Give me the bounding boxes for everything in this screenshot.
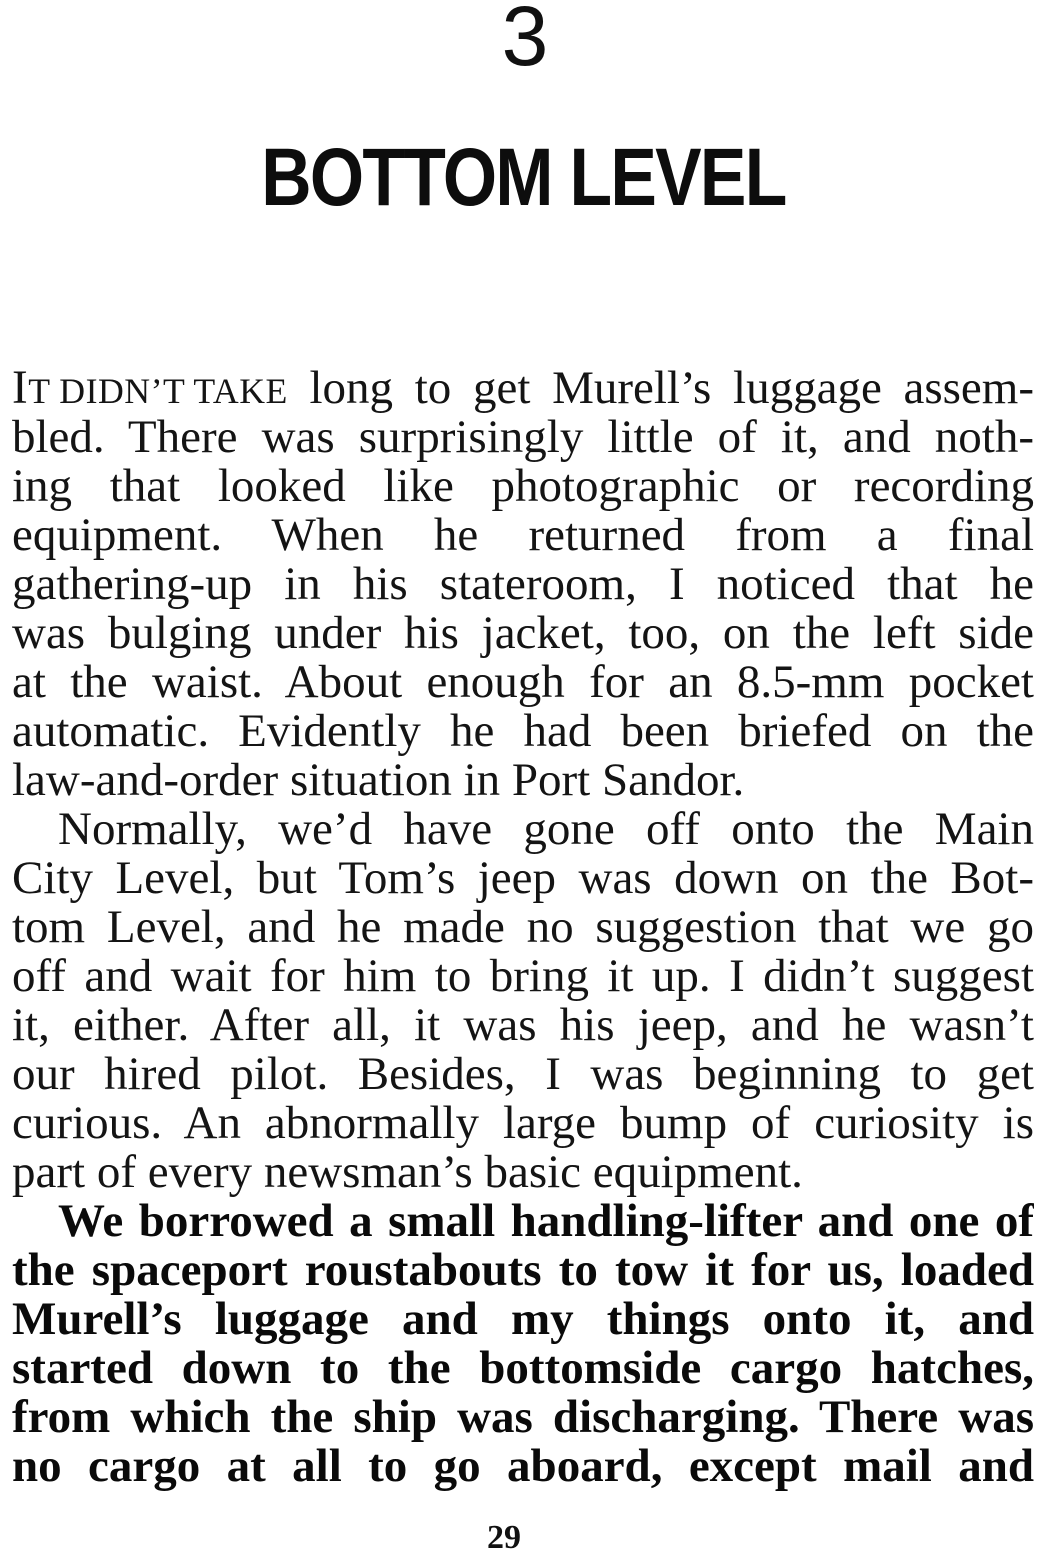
text-line: gathering-up in his stateroom, I noticed that he <box>12 560 1034 609</box>
text-line: it, either. After all, it was his jeep, and he wasn’t <box>12 1001 1034 1050</box>
text-line: curious. An abnormally large bump of curiosity is <box>12 1099 1034 1148</box>
text-line: at the waist. About enough for an 8.5-mm pocket <box>12 658 1034 707</box>
page-number: 29 <box>487 1519 521 1556</box>
text-line: law-and-order situation in Port Sandor. <box>12 756 745 805</box>
text-line: tom Level, and he made no suggestion that we go <box>12 903 1034 952</box>
text-line: was bulging under his jacket, too, on the left side <box>12 609 1034 658</box>
text-line: City Level, but Tom’s jeep was down on the Bot- <box>12 854 1034 903</box>
text-line <box>12 364 1034 413</box>
text-line: ing that looked like photographic or recording <box>12 462 1034 511</box>
text-line: automatic. Evidently he had been briefed on the <box>12 707 1034 756</box>
body-text <box>12 364 1034 1491</box>
small-caps-lead: IT DIDN’T TAKE <box>12 364 288 413</box>
text-line: equipment. When he returned from a final <box>12 511 1034 560</box>
text-line: our hired pilot. Besides, I was beginning to get <box>12 1050 1034 1099</box>
text-line: part of every newsman’s basic equipment. <box>12 1148 803 1197</box>
paragraph <box>12 805 1034 1197</box>
text-line: We borrowed a small handling-lifter and one of <box>58 1197 1034 1246</box>
text-line: no cargo at all to go aboard, except mail and <box>12 1442 1034 1491</box>
text-line: the spaceport roustabouts to tow it for us, loaded <box>12 1246 1034 1295</box>
chapter-number: 3 <box>501 0 549 83</box>
text-line: bled. There was surprisingly little of it, and noth- <box>12 413 1034 462</box>
text-line: off and wait for him to bring it up. I didn’t suggest <box>12 952 1034 1001</box>
chapter-title: BOTTOM LEVEL <box>260 132 786 223</box>
text-line-content: long to get Murell’s luggage assem- <box>309 364 1034 413</box>
text-line: Normally, we’d have gone off onto the Main <box>58 805 1034 854</box>
paragraph <box>12 1197 1034 1491</box>
text-line: started down to the bottomside cargo hatches, <box>12 1344 1034 1393</box>
paragraph <box>12 364 1034 805</box>
text-line: from which the ship was discharging. There was <box>12 1393 1034 1442</box>
chapter-title-container <box>0 132 1046 242</box>
text-line: Murell’s luggage and my things onto it, and <box>12 1295 1034 1344</box>
